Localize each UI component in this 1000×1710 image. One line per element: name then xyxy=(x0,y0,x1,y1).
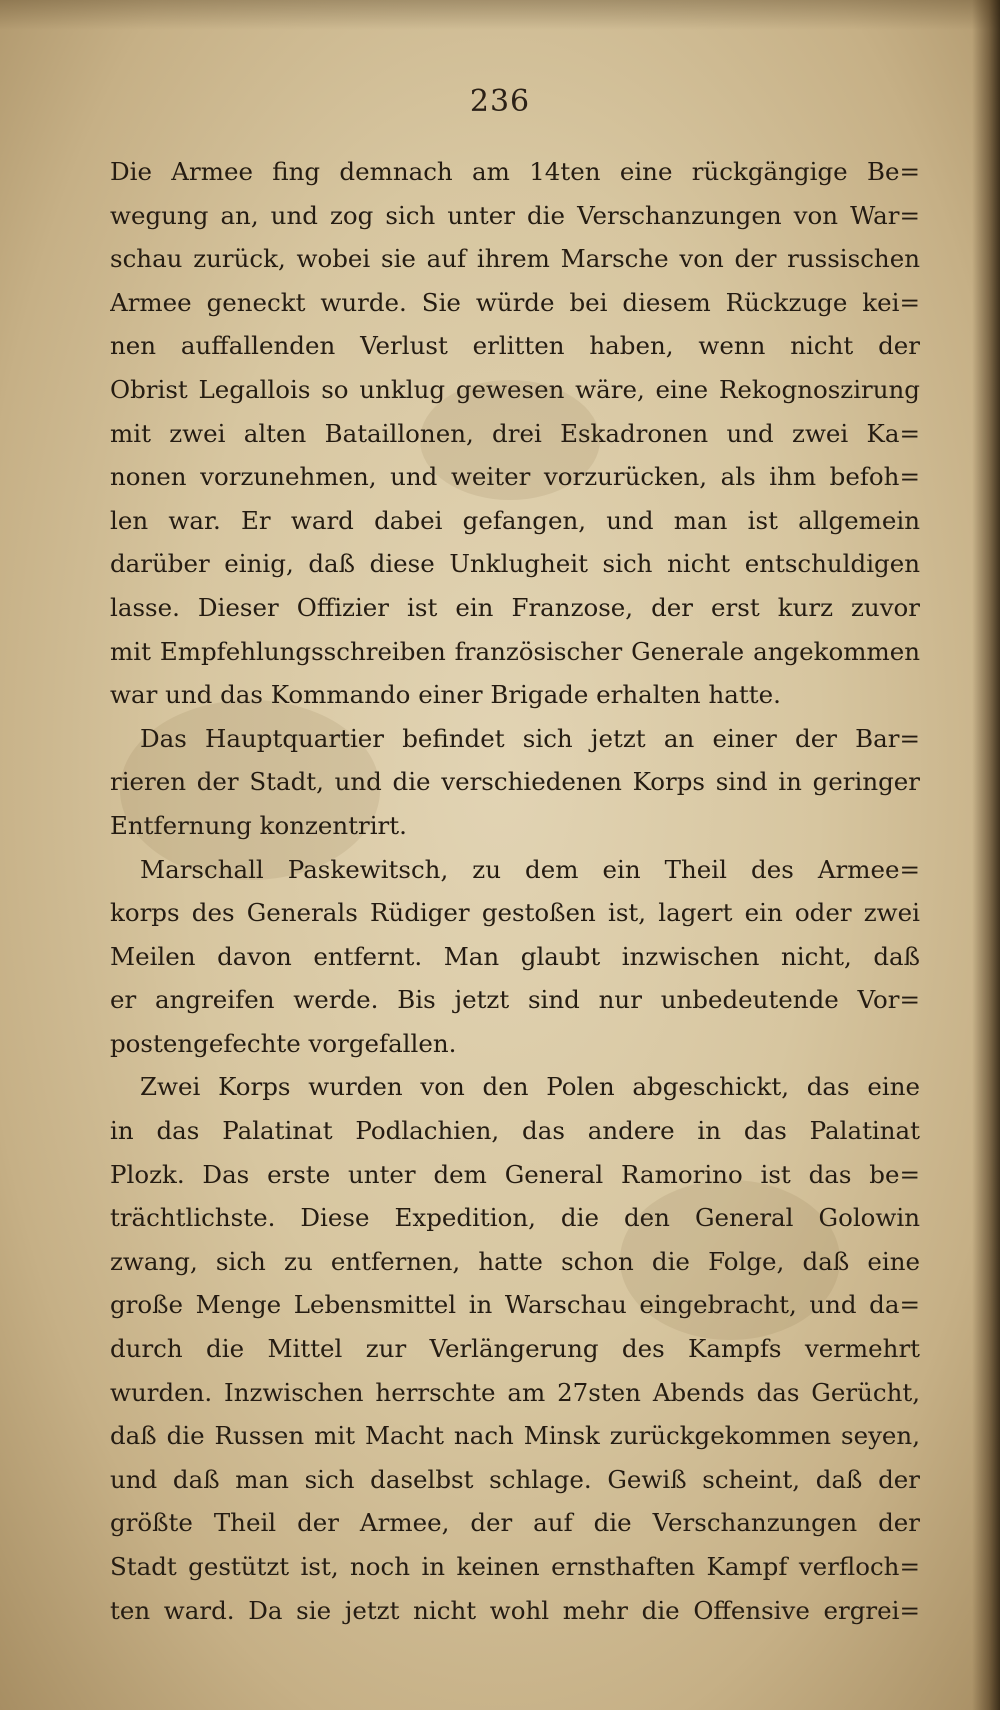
text-line: korps des Generals Rüdiger gestoßen ist, lagert ein oder zwei xyxy=(110,898,920,928)
text-line: zwang, sich zu entfernen, hatte schon die Folge, daß eine xyxy=(110,1246,920,1276)
text-line: größte Theil der Armee, der auf die Verschanzungen der xyxy=(110,1508,920,1538)
text-line: Stadt gestützt ist, noch in keinen ernsthaften Kampf verfloch= xyxy=(110,1552,920,1581)
text-line: er angreifen werde. Bis jetzt sind nur unbedeutende Vor= xyxy=(110,985,920,1015)
text-line: Zwei Korps wurden von den Polen abgeschickt, das eine xyxy=(140,1072,920,1102)
text-line: len war. Er ward dabei gefangen, und man ist allgemein xyxy=(110,505,920,535)
text-line: postengefechte vorgefallen. xyxy=(110,1028,457,1058)
text-line: wegung an, und zog sich unter die Verschanzungen von War= xyxy=(110,200,920,230)
text-line: Die Armee fing demnach am 14ten eine rückgängige Be= xyxy=(110,157,920,186)
text-line: war und das Kommando einer Brigade erhalten hatte. xyxy=(110,680,781,710)
text-line: Plozk. Das erste unter dem General Ramorino ist das be= xyxy=(110,1159,920,1189)
text-line: mit zwei alten Bataillonen, drei Eskadronen und zwei Ka= xyxy=(110,418,920,448)
text-line: schau zurück, wobei sie auf ihrem Marsche von der russischen xyxy=(110,244,920,274)
text-line: große Menge Lebensmittel in Warschau eingebracht, und da= xyxy=(110,1290,920,1320)
text-line: Marschall Paskewitsch, zu dem ein Theil des Armee= xyxy=(140,854,920,884)
page-top-shadow xyxy=(0,0,1000,30)
page-right-edge-shadow xyxy=(972,0,1000,1710)
text-line: Das Hauptquartier befindet sich jetzt an einer der Bar= xyxy=(140,723,920,753)
body-text xyxy=(110,150,920,1632)
text-line: wurden. Inzwischen herrschte am 27sten Abends das Gerücht, xyxy=(110,1377,920,1407)
text-line: mit Empfehlungsschreiben französischer Generale angekommen xyxy=(110,636,920,666)
text-line: Armee geneckt wurde. Sie würde bei diesem Rückzuge kei= xyxy=(110,287,920,317)
text-line: nen auffallenden Verlust erlitten haben, wenn nicht der xyxy=(110,331,920,361)
text-line: Obrist Legallois so unklug gewesen wäre, eine Rekognoszirung xyxy=(110,374,920,404)
text-line: trächtlichste. Diese Expedition, die den General Golowin xyxy=(110,1203,920,1233)
text-line: lasse. Dieser Offizier ist ein Franzose, der erst kurz zuvor xyxy=(110,592,920,622)
text-line: nonen vorzunehmen, und weiter vorzurücken, als ihm befoh= xyxy=(110,462,920,492)
text-line: durch die Mittel zur Verlängerung des Kampfs vermehrt xyxy=(110,1334,920,1364)
text-line: ten ward. Da sie jetzt nicht wohl mehr die Offensive ergrei= xyxy=(110,1595,920,1625)
text-line: und daß man sich daselbst schlage. Gewiß scheint, daß der xyxy=(110,1464,920,1494)
text-line: daß die Russen mit Macht nach Minsk zurückgekommen seyen, xyxy=(110,1421,920,1451)
page-number: 236 xyxy=(469,84,531,119)
text-line: Entfernung konzentrirt. xyxy=(110,810,407,840)
text-line: in das Palatinat Podlachien, das andere in das Palatinat xyxy=(110,1116,920,1146)
text-line: Meilen davon entfernt. Man glaubt inzwischen nicht, daß xyxy=(110,941,920,971)
text-line: rieren der Stadt, und die verschiedenen Korps sind in geringer xyxy=(110,767,920,797)
text-line: darüber einig, daß diese Unklugheit sich nicht entschuldigen xyxy=(110,549,920,579)
